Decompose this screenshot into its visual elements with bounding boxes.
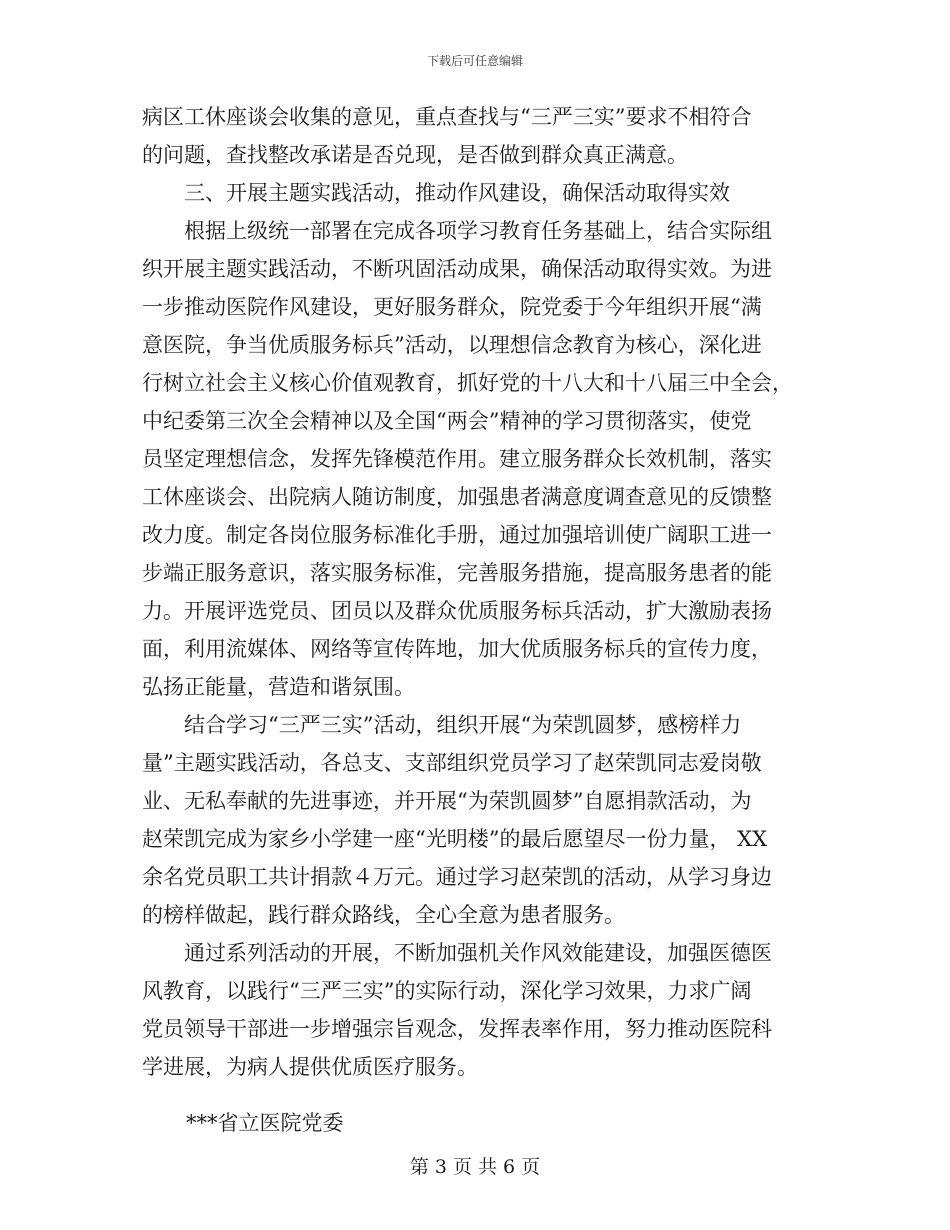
body-line: 业、无私奉献的先进事迹，并开展“为荣凯圆梦”自愿捐款活动，为: [142, 789, 752, 813]
body-line: 面，利用流媒体、网络等宣传阵地，加大优质服务标兵的宣传力度，: [142, 637, 772, 661]
body-line: 赵荣凯完成为家乡小学建一座“光明楼”的最后愿望尽一份力量， XX: [142, 827, 768, 851]
body-line: 一步推动医院作风建设，更好服务群众，院党委于今年组织开展“满: [142, 295, 762, 319]
section-heading: 三、开展主题实践活动，推动作风建设，确保活动取得实效: [184, 181, 730, 205]
body-line: 通过系列活动的开展，不断加强机关作风效能建设，加强医德医: [184, 941, 772, 965]
body-line: 风教育，以践行“三严三实”的实际行动，深化学习效果，力求广阔: [142, 979, 752, 1003]
body-line: 员坚定理想信念，发挥先锋模范作用。建立服务群众长效机制，落实: [142, 447, 772, 471]
body-line: 意医院，争当优质服务标兵”活动，以理想信念教育为核心，深化进: [142, 333, 762, 357]
body-line: 党员领导干部进一步增强宗旨观念，发挥表率作用，努力推动医院科: [142, 1017, 772, 1041]
body-line: 中纪委第三次全会精神以及全国“两会”精神的学习贯彻落实，使党: [142, 409, 752, 433]
page-header: 下载后可任意编辑: [426, 54, 523, 68]
body-line: 力。开展评选党员、团员以及群众优质服务标兵活动，扩大激励表扬: [142, 599, 772, 623]
body-line: 根据上级统一部署在完成各项学习教育任务基础上，结合实际组: [184, 219, 772, 243]
body-line: 学进展，为病人提供优质医疗服务。: [142, 1055, 478, 1079]
body-line: 工休座谈会、出院病人随访制度，加强患者满意度调查意见的反馈整: [142, 485, 772, 509]
body-line: 余名党员职工共计捐款４万元。通过学习赵荣凯的活动，从学习身边: [142, 865, 772, 889]
page-footer: 第 3 页 共 6 页: [409, 1156, 541, 1178]
body-line: 结合学习“三严三实”活动，组织开展“为荣凯圆梦，感榜样力: [184, 713, 742, 737]
body-line: 的问题，查找整改承诺是否兑现，是否做到群众真正满意。: [142, 143, 688, 167]
document-body: [142, 98, 812, 1086]
body-line: 量”主题实践活动，各总支、支部组织党员学习了赵荣凯同志爱岗敬: [142, 751, 762, 775]
body-line: 改力度。制定各岗位服务标准化手册，通过加强培训使广阔职工进一: [142, 523, 772, 547]
signature: ***省立医院党委: [186, 1111, 344, 1135]
body-line: 病区工休座谈会收集的意见，重点查找与“三严三实”要求不相符合: [142, 105, 752, 129]
body-line: 织开展主题实践活动，不断巩固活动成果，确保活动取得实效。为进: [142, 257, 772, 281]
body-line: 弘扬正能量，营造和谐氛围。: [142, 675, 415, 699]
body-line: 行树立社会主义核心价值观教育，抓好党的十八大和十八届三中全会，: [142, 371, 793, 395]
body-line: 步端正服务意识，落实服务标准，完善服务措施，提高服务患者的能: [142, 561, 772, 585]
body-line: 的榜样做起，践行群众路线，全心全意为患者服务。: [142, 903, 625, 927]
